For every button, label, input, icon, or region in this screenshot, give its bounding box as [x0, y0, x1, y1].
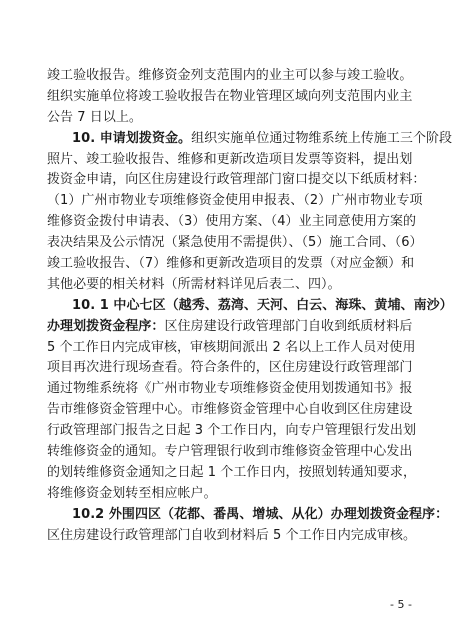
text-line: 转维修资金的通知。专户管理银行收到市维修资金管理中心发出: [47, 444, 413, 460]
text-line: （1）广州市物业专项维修资金使用申报表、（2）广州市物业专项: [47, 193, 423, 209]
text-line: 办理划拨资金程序：区住房建设行政管理部门自收到纸质材料后: [47, 318, 413, 334]
section-10-2-heading-line: [47, 505, 449, 526]
text-line: 的划转维修资金通知之日起 1 个工作日内，按照划转通知要求，: [47, 464, 417, 480]
text-line: 表决结果及公示情况（紧急使用不需提供）、（5）施工合同、（6）: [47, 235, 423, 251]
section-10-1-heading-line: [47, 296, 453, 317]
text-line: 照片、竣工验收报告、维修和更新改造项目发票等资料，提出划: [47, 151, 413, 167]
section-heading: 10.2 外围四区（花都、番禺、增城、从化）办理划拨资金程序：: [72, 506, 449, 522]
text-line: 竣工验收报告、（7）维修和更新改造项目的发票（对应金额）和: [47, 256, 415, 272]
section-heading: 10. 申请划拨资金。: [72, 130, 192, 146]
text-line: 通过物维系统将《广州市物业专项维修资金使用划拨通知书》报: [47, 381, 413, 397]
text-line: 行政管理部门报告之日起 3 个工作日内，向专户管理银行发出划: [47, 423, 417, 439]
page-number: - 5 -: [390, 598, 412, 611]
text-line: 5 个工作日内完成审核，审核期间派出 2 名以上工作人员对使用: [47, 339, 416, 355]
text-line: 拨资金申请，向区住房建设行政管理部门窗口提交以下纸质材料：: [47, 172, 426, 188]
text-line: 项目再次进行现场查看。符合条件的，区住房建设行政管理部门: [47, 360, 413, 376]
text-line: 公告 7 日以上。: [47, 109, 142, 125]
text-line: 竣工验收报告。维修资金列支范围内的业主可以参与竣工验收。: [47, 68, 413, 83]
text-line: 告市维修资金管理中心。市维修资金管理中心自收到区住房建设: [47, 402, 413, 418]
section-heading: 10. 1 中心七区（越秀、荔湾、天河、白云、海珠、黄埔、南沙）: [72, 297, 453, 313]
text-line: 组织实施单位将竣工验收报告在物业管理区域向列支范围内业主: [47, 88, 413, 104]
section-10-heading-line: 10. 申请划拨资金。组织实施单位通过物维系统上传施工三个阶段: [72, 130, 453, 146]
text-line: 区住房建设行政管理部门自收到材料后 5 个工作日内完成审核。: [47, 527, 417, 543]
text-line: 维修资金拨付申请表、（3）使用方案、（4）业主同意使用方案的: [47, 214, 417, 230]
text-line: 其他必要的相关材料（所需材料详见后表二、四）。: [47, 276, 341, 292]
text-line: 将维修资金划转至相应帐户。: [47, 485, 217, 501]
document-body: [47, 66, 453, 546]
section-heading: 办理划拨资金程序：: [47, 318, 165, 334]
